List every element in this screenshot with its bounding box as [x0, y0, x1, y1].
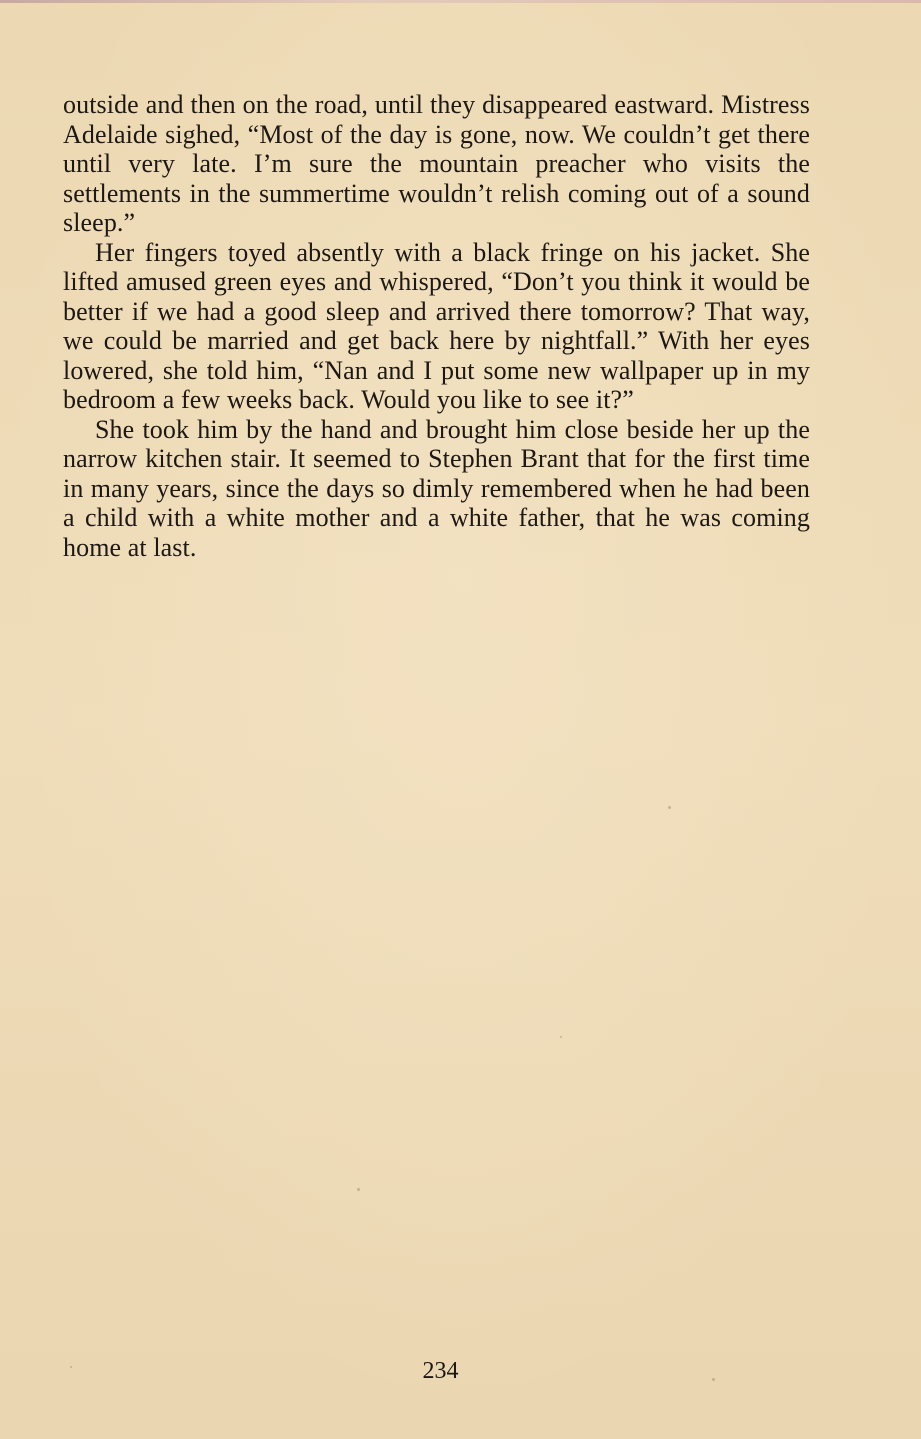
paper-speck [560, 1036, 562, 1038]
page-top-edge [0, 0, 921, 3]
paper-speck [712, 1378, 715, 1381]
paragraph-2: Her fingers toyed absently with a black fringe on his jacket. She lifted amused green eyes and whispered, “Don’t you think it would be better if we had a good sleep and arrived there tomorrow? That way, we could be married and get back here by nightfall.” With her eyes lowered, she told him, “Nan and I put some new wallpaper up in my bedroom a few weeks back. Would you like to see it?” [63, 237, 810, 414]
paper-speck [357, 1188, 360, 1191]
paragraph-1: outside and then on the road, until they disappeared eastward. Mistress Adelaide sighed, “Most of the day is gone, now. We couldn’t get there until very late. I’m sure the mountain preacher who visits the settlements in the summertime wouldn’t relish coming out of a sound sleep.” [63, 90, 810, 237]
paper-speck [668, 806, 671, 809]
paper-speck [70, 1366, 72, 1368]
body-text [63, 90, 810, 562]
page-number: 234 [422, 1358, 459, 1384]
paragraph-3: She took him by the hand and brought him close beside her up the narrow kitchen stair. It seemed to Stephen Brant that for the first time in many years, since the days so dimly remembered when he had been a child with a white mother and a white father, that he was coming home at last. [63, 414, 810, 562]
